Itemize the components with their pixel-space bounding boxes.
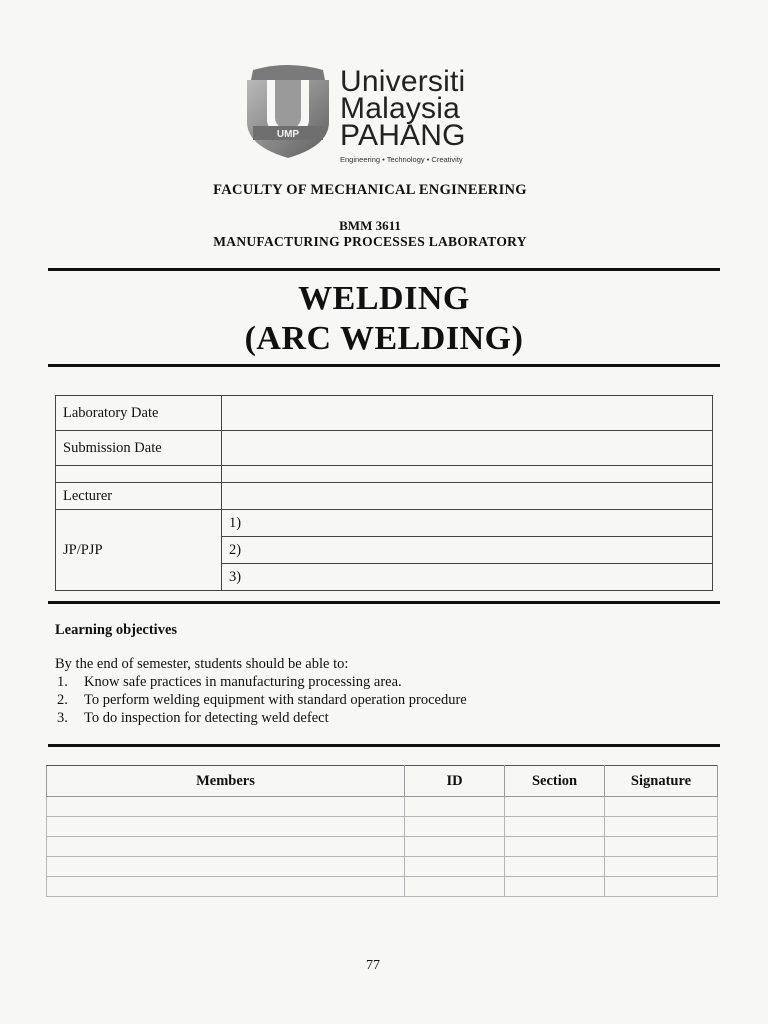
jp-slot-2-field[interactable]: 2) xyxy=(222,537,713,564)
member-signature-cell[interactable] xyxy=(605,817,718,837)
university-logo-shield-icon xyxy=(245,64,331,160)
jp-slot-1-field[interactable]: 1) xyxy=(222,510,713,537)
document-title-line-2: (ARC WELDING) xyxy=(244,320,524,357)
table-row xyxy=(56,483,713,510)
member-signature-cell[interactable] xyxy=(605,837,718,857)
spacer-cell xyxy=(56,466,222,483)
lab-date-field[interactable] xyxy=(222,396,713,431)
learning-objectives-intro: By the end of semester, students should be able to: xyxy=(55,656,349,672)
member-name-cell[interactable] xyxy=(47,817,405,837)
logo-tagline: Engineering • Technology • Creativity xyxy=(340,155,463,164)
member-signature-cell[interactable] xyxy=(605,857,718,877)
member-section-cell[interactable] xyxy=(505,877,605,897)
logo-badge: UMP xyxy=(276,129,300,140)
member-name-cell[interactable] xyxy=(47,857,405,877)
lecturer-field[interactable] xyxy=(222,483,713,510)
member-id-cell[interactable] xyxy=(405,837,505,857)
signature-header: Signature xyxy=(605,766,718,797)
member-section-cell[interactable] xyxy=(505,797,605,817)
table-row xyxy=(47,837,718,857)
member-id-cell[interactable] xyxy=(405,797,505,817)
submission-date-label: Submission Date xyxy=(56,431,222,466)
course-code: BMM 3611 xyxy=(339,218,401,233)
list-item-number: 1. xyxy=(57,674,68,690)
logo-line-1: Universiti xyxy=(340,65,466,98)
submission-date-field[interactable] xyxy=(222,431,713,466)
member-id-cell[interactable] xyxy=(405,857,505,877)
table-row xyxy=(47,797,718,817)
member-signature-cell[interactable] xyxy=(605,797,718,817)
list-item xyxy=(57,692,467,710)
spacer-cell xyxy=(222,466,713,483)
lecturer-label: Lecturer xyxy=(56,483,222,510)
jp-slot-3-field[interactable]: 3) xyxy=(222,564,713,591)
section-header: Section xyxy=(505,766,605,797)
member-id-cell[interactable] xyxy=(405,817,505,837)
logo-line-3: PAHANG xyxy=(340,119,466,152)
table-row xyxy=(56,396,713,431)
page-number: 77 xyxy=(366,958,380,973)
members-table xyxy=(46,765,718,897)
members-header: Members xyxy=(47,766,405,797)
list-item-text: To perform welding equipment with standard operation procedure xyxy=(84,692,467,708)
list-item-text: Know safe practices in manufacturing processing area. xyxy=(84,674,402,690)
divider-objectives xyxy=(48,744,720,747)
list-item-number: 2. xyxy=(57,692,68,708)
member-section-cell[interactable] xyxy=(505,857,605,877)
divider-title xyxy=(48,364,720,367)
table-row xyxy=(56,431,713,466)
id-header: ID xyxy=(405,766,505,797)
divider-info xyxy=(48,601,720,604)
table-row xyxy=(47,857,718,877)
list-item xyxy=(57,710,467,728)
list-item-number: 3. xyxy=(57,710,68,726)
lab-date-label: Laboratory Date xyxy=(56,396,222,431)
table-row xyxy=(47,817,718,837)
faculty-name: FACULTY OF MECHANICAL ENGINEERING xyxy=(213,182,527,198)
learning-objectives-heading: Learning objectives xyxy=(55,622,178,638)
table-header-row xyxy=(47,766,718,797)
document-title-line-1: WELDING xyxy=(298,280,470,317)
table-row xyxy=(47,877,718,897)
member-id-cell[interactable] xyxy=(405,877,505,897)
member-signature-cell[interactable] xyxy=(605,877,718,897)
member-section-cell[interactable] xyxy=(505,817,605,837)
member-name-cell[interactable] xyxy=(47,797,405,817)
lab-info-table xyxy=(55,395,713,591)
member-section-cell[interactable] xyxy=(505,837,605,857)
learning-objectives-list xyxy=(57,674,467,728)
course-name: MANUFACTURING PROCESSES LABORATORY xyxy=(213,234,527,249)
jp-pjp-label: JP/PJP xyxy=(56,510,222,591)
table-spacer-row xyxy=(56,466,713,483)
divider-top xyxy=(48,268,720,271)
table-row xyxy=(56,510,713,537)
logo-line-2: Malaysia xyxy=(340,92,460,125)
list-item-text: To do inspection for detecting weld defect xyxy=(84,710,329,726)
university-name xyxy=(340,65,540,164)
member-name-cell[interactable] xyxy=(47,837,405,857)
list-item xyxy=(57,674,467,692)
member-name-cell[interactable] xyxy=(47,877,405,897)
